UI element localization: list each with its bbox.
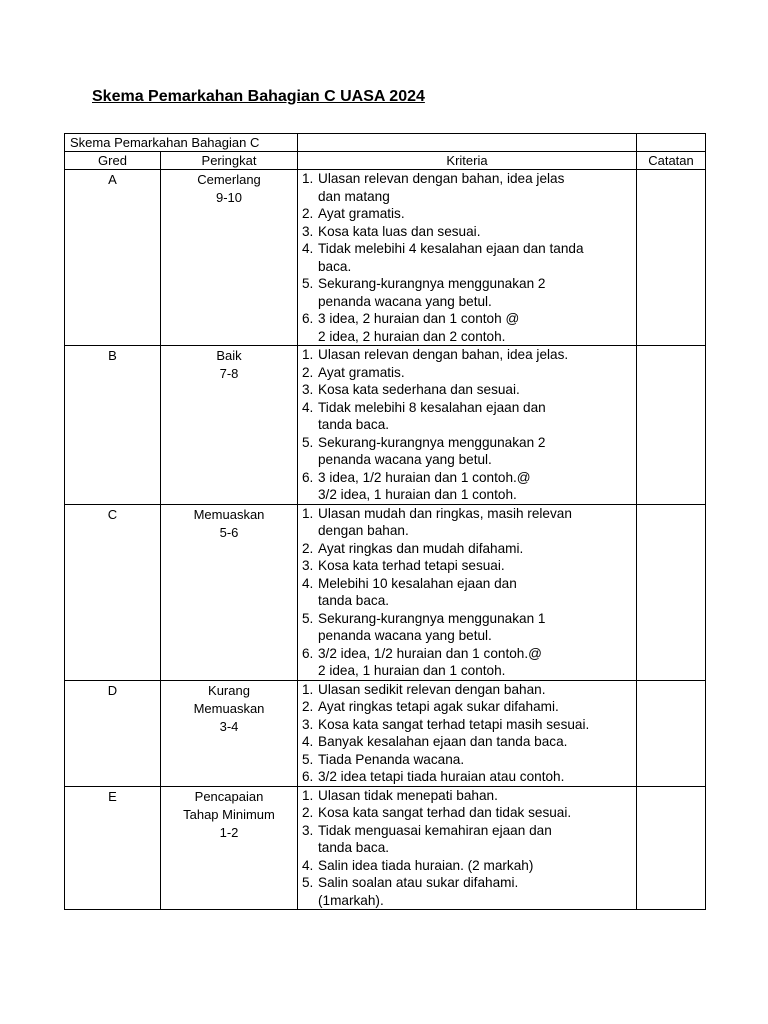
criteria-cell — [298, 680, 637, 786]
criteria-number: 3. — [302, 223, 314, 239]
level-line: 9-10 — [215, 190, 243, 205]
criteria-list — [302, 681, 634, 786]
criteria-item — [302, 751, 634, 769]
criteria-text: Sekurang-kurangnya menggunakan 1 penanda wacana yang betul. — [318, 610, 546, 643]
criteria-number: 4. — [302, 857, 314, 873]
table-header-row — [65, 152, 706, 170]
grade-cell: B — [65, 346, 161, 505]
criteria-text: 3/2 idea, 1/2 huraian dan 1 contoh.@ 2 idea, 1 huraian dan 1 contoh. — [318, 645, 542, 678]
criteria-text: 3/2 idea tetapi tiada huraian atau contoh. — [318, 769, 565, 784]
criteria-text: Salin idea tiada huraian. (2 markah) — [318, 857, 534, 873]
criteria-item — [302, 170, 634, 205]
criteria-number: 3. — [302, 716, 314, 732]
criteria-list — [302, 170, 634, 345]
criteria-item — [302, 822, 634, 857]
grade-cell: E — [65, 786, 161, 910]
notes-cell — [637, 170, 706, 346]
level-line: Kurang — [208, 682, 250, 698]
criteria-text: Tidak melebihi 8 kesalahan ejaan dan tanda baca. — [318, 399, 546, 432]
header-kriteria: Kriteria — [298, 152, 637, 170]
criteria-number: 1. — [302, 681, 314, 697]
criteria-number: 5. — [302, 751, 314, 767]
criteria-item — [302, 223, 634, 241]
criteria-text: Kosa kata sangat terhad tetapi masih sesuai. — [318, 716, 590, 732]
criteria-text: Kosa kata sangat terhad dan tidak sesuai. — [318, 805, 572, 820]
criteria-item — [302, 540, 634, 558]
grade-cell: C — [65, 504, 161, 680]
level-line: Baik — [216, 348, 242, 363]
criteria-number: 3. — [302, 822, 314, 838]
level-cell — [161, 786, 298, 910]
criteria-number: 6. — [302, 645, 314, 661]
grade-cell: A — [65, 170, 161, 346]
criteria-item — [302, 381, 634, 399]
criteria-item — [302, 469, 634, 504]
criteria-number: 1. — [302, 347, 314, 362]
criteria-text: Tiada Penanda wacana. — [318, 751, 465, 767]
notes-cell — [637, 786, 706, 910]
grade-cell: D — [65, 680, 161, 786]
criteria-text: Ayat ringkas tetapi agak sukar difahami. — [318, 699, 559, 714]
criteria-item — [302, 575, 634, 610]
criteria-number: 3. — [302, 382, 314, 397]
caption-empty-cell — [637, 134, 706, 152]
criteria-number: 2. — [302, 364, 314, 380]
criteria-text: Tidak melebihi 4 kesalahan ejaan dan tanda baca. — [318, 241, 584, 274]
caption-empty-cell — [298, 134, 637, 152]
table-row — [65, 680, 706, 786]
level-cell — [161, 504, 298, 680]
level-line: Tahap Minimum — [183, 806, 275, 822]
criteria-number: 1. — [302, 505, 314, 521]
criteria-number: 2. — [302, 699, 314, 714]
criteria-number: 5. — [302, 610, 314, 626]
criteria-item — [302, 857, 634, 875]
criteria-list — [302, 505, 634, 680]
criteria-number: 5. — [302, 434, 314, 450]
table-caption-row — [65, 134, 706, 152]
criteria-list — [302, 346, 634, 504]
level-line: 7-8 — [219, 366, 239, 381]
page-title: Skema Pemarkahan Bahagian C UASA 2024 — [92, 88, 425, 105]
criteria-number: 4. — [302, 575, 314, 591]
criteria-item — [302, 681, 634, 699]
criteria-item — [302, 787, 634, 805]
criteria-number: 6. — [302, 769, 314, 784]
level-line: 3-4 — [219, 718, 239, 734]
criteria-item — [302, 275, 634, 310]
level-line: Memuaskan — [193, 700, 265, 716]
criteria-number: 3. — [302, 558, 314, 573]
criteria-text: Melebihi 10 kesalahan ejaan dan tanda baca. — [318, 575, 517, 608]
criteria-text: Ayat gramatis. — [318, 206, 405, 221]
table-row — [65, 346, 706, 505]
criteria-item — [302, 557, 634, 575]
table-row — [65, 170, 706, 346]
criteria-number: 5. — [302, 875, 314, 890]
criteria-text: 3 idea, 1/2 huraian dan 1 contoh.@ 3/2 idea, 1 huraian dan 1 contoh. — [318, 469, 531, 502]
criteria-list — [302, 787, 634, 910]
header-peringkat: Peringkat — [161, 152, 298, 170]
level-cell — [161, 680, 298, 786]
table-caption: Skema Pemarkahan Bahagian C — [65, 134, 298, 152]
level-line: Memuaskan — [193, 506, 265, 522]
criteria-item — [302, 874, 634, 909]
criteria-item — [302, 716, 634, 734]
notes-cell — [637, 680, 706, 786]
criteria-item — [302, 240, 634, 275]
criteria-text: Ulasan relevan dengan bahan, idea jelas dan matang — [318, 171, 565, 204]
level-line: 5-6 — [219, 524, 239, 540]
criteria-text: Ulasan mudah dan ringkas, masih relevan dengan bahan. — [318, 505, 572, 538]
notes-cell — [637, 504, 706, 680]
criteria-item — [302, 733, 634, 751]
level-line: Pencapaian — [194, 788, 264, 804]
criteria-text: Sekurang-kurangnya menggunakan 2 penanda wacana yang betul. — [318, 434, 546, 467]
criteria-item — [302, 698, 634, 716]
criteria-cell — [298, 786, 637, 910]
criteria-cell — [298, 346, 637, 505]
criteria-number: 6. — [302, 311, 314, 326]
criteria-number: 1. — [302, 171, 314, 186]
level-cell — [161, 170, 298, 346]
criteria-number: 2. — [302, 206, 314, 221]
criteria-item — [302, 399, 634, 434]
criteria-text: Sekurang-kurangnya menggunakan 2 penanda wacana yang betul. — [318, 276, 546, 309]
header-catatan: Catatan — [637, 152, 706, 170]
criteria-number: 4. — [302, 399, 314, 415]
criteria-text: Ayat ringkas dan mudah difahami. — [318, 540, 524, 556]
criteria-number: 1. — [302, 787, 314, 803]
criteria-item — [302, 205, 634, 223]
criteria-number: 2. — [302, 805, 314, 820]
criteria-number: 4. — [302, 734, 314, 749]
level-line: Cemerlang — [197, 172, 261, 187]
criteria-item — [302, 610, 634, 645]
criteria-text: Tidak menguasai kemahiran ejaan dan tanda baca. — [318, 822, 552, 855]
header-gred: Gred — [65, 152, 161, 170]
criteria-text: Kosa kata terhad tetapi sesuai. — [318, 558, 505, 573]
criteria-item — [302, 505, 634, 540]
table-row — [65, 504, 706, 680]
criteria-item — [302, 768, 634, 786]
table-row — [65, 786, 706, 910]
notes-cell — [637, 346, 706, 505]
criteria-item — [302, 364, 634, 382]
criteria-text: Ulasan sedikit relevan dengan bahan. — [318, 681, 546, 697]
criteria-item — [302, 310, 634, 345]
criteria-text: Ulasan tidak menepati bahan. — [318, 787, 498, 803]
level-line: 1-2 — [219, 824, 239, 840]
criteria-cell — [298, 170, 637, 346]
criteria-text: Banyak kesalahan ejaan dan tanda baca. — [318, 734, 568, 749]
criteria-number: 4. — [302, 241, 314, 256]
criteria-item — [302, 804, 634, 822]
scoring-table — [64, 133, 706, 910]
criteria-item — [302, 346, 634, 364]
criteria-cell — [298, 504, 637, 680]
level-cell — [161, 346, 298, 505]
criteria-text: 3 idea, 2 huraian dan 1 contoh @ 2 idea, 2 huraian dan 2 contoh. — [318, 311, 520, 344]
criteria-number: 6. — [302, 469, 314, 485]
criteria-item — [302, 434, 634, 469]
criteria-text: Kosa kata luas dan sesuai. — [318, 223, 481, 239]
criteria-number: 5. — [302, 276, 314, 291]
criteria-text: Kosa kata sederhana dan sesuai. — [318, 382, 520, 397]
criteria-text: Ayat gramatis. — [318, 364, 405, 380]
criteria-item — [302, 645, 634, 680]
criteria-text: Ulasan relevan dengan bahan, idea jelas. — [318, 347, 569, 362]
criteria-number: 2. — [302, 540, 314, 556]
criteria-text: Salin soalan atau sukar difahami. (1markah). — [318, 875, 519, 908]
